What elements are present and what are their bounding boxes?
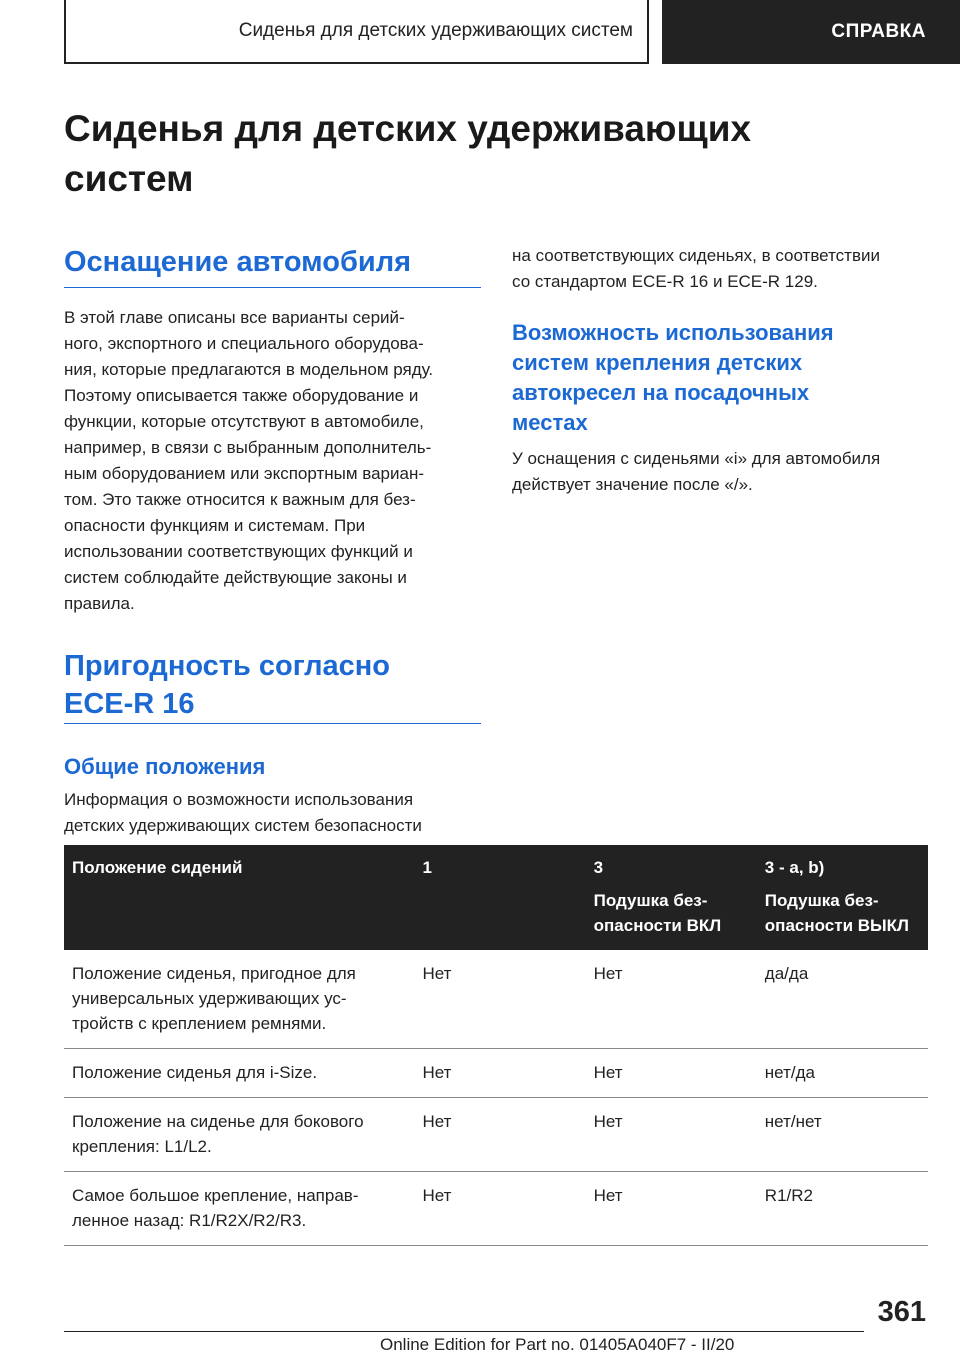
text-line: систем соблюдайте действующие законы и bbox=[64, 568, 407, 587]
continued-paragraph bbox=[512, 243, 932, 295]
text-line: ния, которые предлагаются в модельном ряду. bbox=[64, 360, 434, 379]
text-line: ным оборудованием или экспортным вариан- bbox=[64, 464, 425, 483]
heading-line: Возможность использования bbox=[512, 320, 834, 345]
table-cell: Самое большое крепление, направ-ленное назад: R1/R2X/R2/R3. bbox=[64, 1172, 414, 1246]
table-row bbox=[64, 950, 928, 1049]
table-cell: нет/да bbox=[757, 1049, 928, 1098]
general-paragraph bbox=[64, 787, 484, 839]
isofix-paragraph bbox=[512, 446, 932, 498]
table-cell: Положение сиденья для i-Size. bbox=[64, 1049, 414, 1098]
intro-paragraph bbox=[64, 305, 484, 617]
page-title-line: систем bbox=[64, 158, 194, 199]
text-line: опасности функциям и системам. При bbox=[64, 516, 366, 535]
subheading-isofix-usage bbox=[512, 318, 928, 438]
heading-line: систем крепления детских bbox=[512, 350, 803, 375]
text-line: действует значение после «/». bbox=[512, 475, 753, 494]
text-line: Информация о возможности использования bbox=[64, 790, 414, 809]
heading-line: Пригодность согласно bbox=[64, 650, 390, 682]
text-line: использовании соответствующих функций и bbox=[64, 542, 413, 561]
subheading-general: Общие положения bbox=[64, 754, 266, 779]
heading-line: автокресел на посадочных bbox=[512, 380, 810, 405]
text-line: со стандартом ECE-R 16 и ECE-R 129. bbox=[512, 272, 818, 291]
header-section-title-text: Сиденья для детских удерживающих систем bbox=[238, 20, 633, 41]
text-line: на соответствующих сиденьях, в соответствии bbox=[512, 246, 880, 265]
table-cell: нет/нет bbox=[757, 1098, 928, 1172]
footer-divider bbox=[64, 1331, 864, 1332]
table-cell: Нет bbox=[586, 1049, 757, 1098]
table-cell: Положение сиденья, пригодное для универсальных удерживающих ус-тройств с креплением ремнями. bbox=[64, 950, 414, 1049]
table-row bbox=[64, 1098, 928, 1172]
heading-line: местах bbox=[512, 410, 588, 435]
header-title: 1 bbox=[422, 858, 432, 877]
table-cell: Нет bbox=[414, 950, 585, 1049]
text-line: В этой главе описаны все варианты серий- bbox=[64, 308, 405, 327]
section-heading-ece-r16 bbox=[64, 647, 481, 723]
section-divider bbox=[64, 287, 481, 288]
text-line: функции, которые отсутствуют в автомобиле, bbox=[64, 412, 424, 431]
table-row bbox=[64, 1172, 928, 1246]
text-line: У оснащения с сиденьями «i» для автомобиля bbox=[512, 449, 881, 468]
text-line: детских удерживающих систем безопасности bbox=[64, 816, 422, 835]
header-cell-position-1 bbox=[414, 845, 585, 950]
section-heading-equipment: Оснащение автомобиля bbox=[64, 246, 412, 278]
header-title: 3 - a, b) bbox=[764, 858, 825, 877]
header-cell-position-3-airbag-off bbox=[757, 845, 928, 950]
header-section-title bbox=[64, 0, 649, 64]
heading-line: ECE-R 16 bbox=[64, 688, 195, 720]
table-header-row bbox=[64, 845, 928, 950]
table-cell: Положение на сиденье для бокового крепления: L1/L2. bbox=[64, 1098, 414, 1172]
page-title-line: Сиденья для детских удерживающих bbox=[64, 108, 752, 149]
header-chapter-tab bbox=[662, 0, 960, 64]
table-row bbox=[64, 1049, 928, 1098]
table-cell: да/да bbox=[757, 950, 928, 1049]
page-number: 361 bbox=[877, 1296, 926, 1328]
header-title: 3 bbox=[593, 858, 604, 877]
table-cell: Нет bbox=[414, 1098, 585, 1172]
header-cell-position-3-airbag-on bbox=[586, 845, 757, 950]
header-subtitle: Подушка без-опасности ВКЛ bbox=[593, 891, 722, 935]
header-chapter-text: СПРАВКА bbox=[831, 21, 926, 42]
header-title: Положение сидений bbox=[72, 858, 243, 877]
text-line: правила. bbox=[64, 594, 135, 613]
table-cell: Нет bbox=[586, 950, 757, 1049]
table-cell: Нет bbox=[586, 1172, 757, 1246]
footer-edition-text: Online Edition for Part no. 01405A040F7 - II/20 bbox=[380, 1335, 735, 1354]
text-line: том. Это также относится к важным для без- bbox=[64, 490, 416, 509]
header-subtitle: Подушка без-опасности ВЫКЛ bbox=[764, 891, 909, 935]
text-line: ного, экспортного и специального оборудова- bbox=[64, 334, 424, 353]
text-line: Поэтому описывается также оборудование и bbox=[64, 386, 419, 405]
table-cell: R1/R2 bbox=[757, 1172, 928, 1246]
table-cell: Нет bbox=[586, 1098, 757, 1172]
text-line: например, в связи с выбранным дополнитель- bbox=[64, 438, 432, 457]
header-cell-seat-position bbox=[64, 845, 414, 950]
seat-suitability-table bbox=[64, 845, 928, 1246]
page-title bbox=[64, 104, 884, 204]
section-divider bbox=[64, 723, 481, 724]
table-cell: Нет bbox=[414, 1172, 585, 1246]
table-cell: Нет bbox=[414, 1049, 585, 1098]
